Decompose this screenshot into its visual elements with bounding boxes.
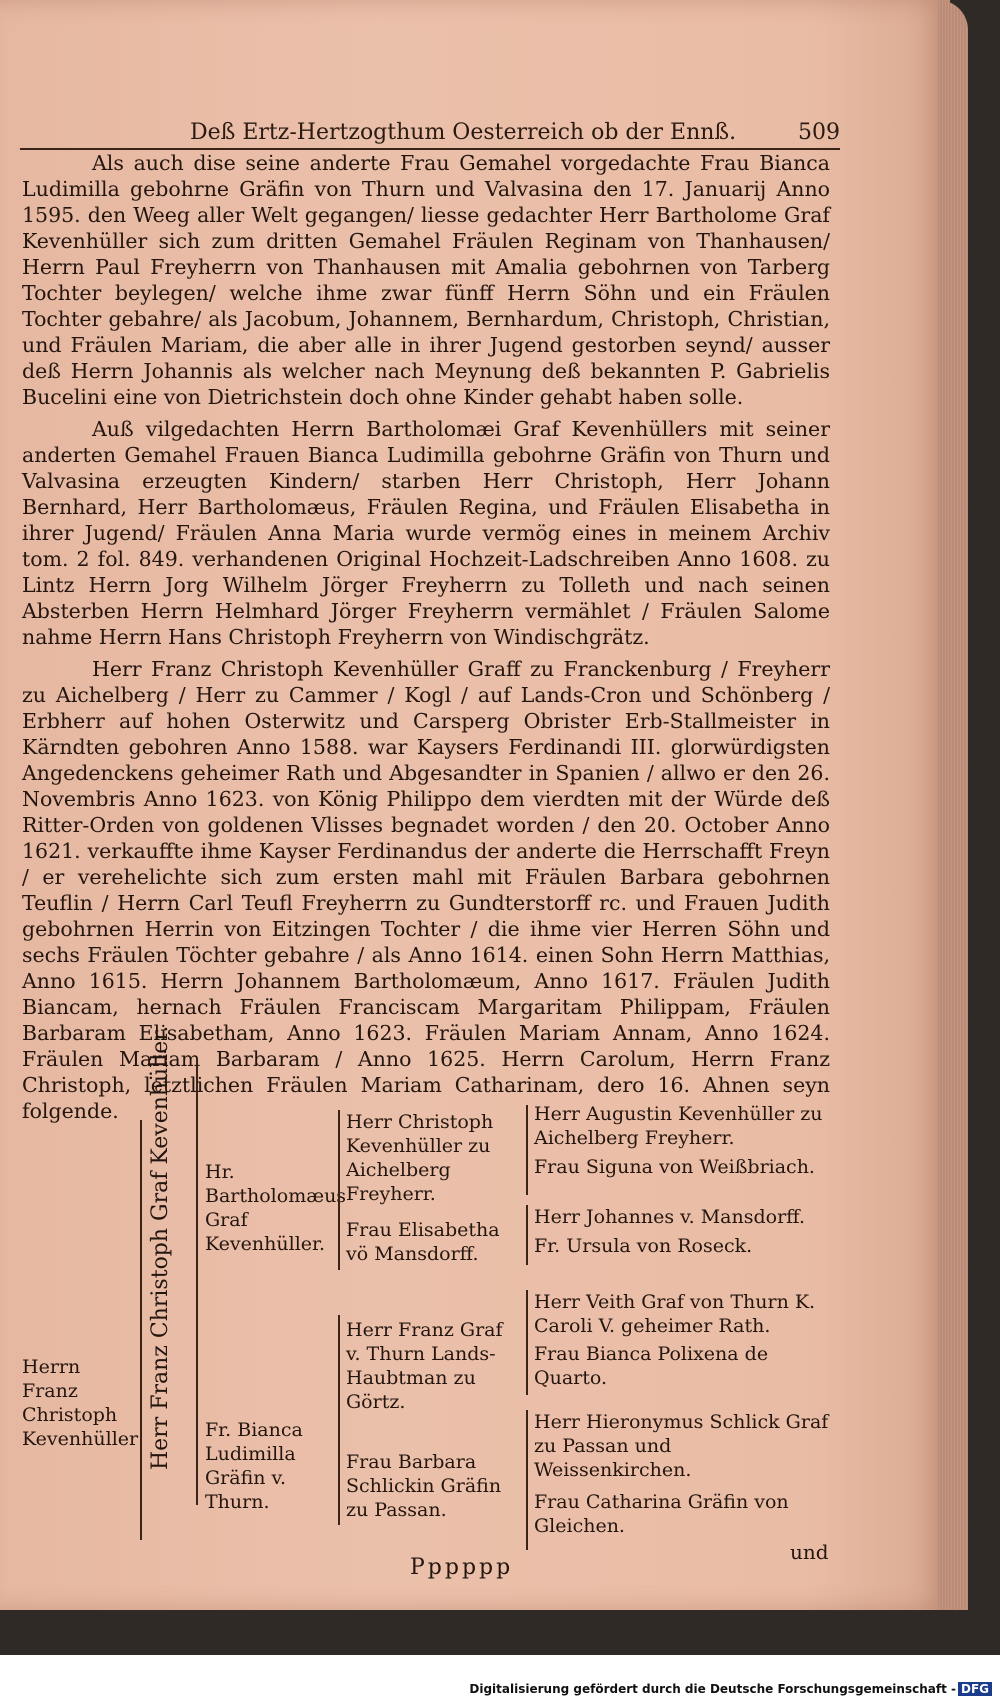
dfg-logo: DFG bbox=[958, 1682, 992, 1696]
gen-ggg-2: Frau Siguna von Weißbriach. bbox=[534, 1156, 815, 1178]
paragraph-1: Als auch dise seine anderte Frau Gemahel vorgedachte Frau Bianca Ludimilla gebohrne Gräfin von Thurn und Valvasina den 17. Januarij Anno 1595. den Weeg aller Welt gegangen/ liesse gedachter Herr Bartholome Graf Kevenhüller sich zum dritten Gemahel Fräulen Reginam von Thanhausen/ Herrn Paul Freyherrn von Thanhausen mit Amalia gebohrnen von Tarberg Tochter beylegen/ welche ihme zwar fünff Herrn Söhn und ein Fräulen Tochter gebahre/ als Jacobum, Johannem, Bernhardum, Christoph, Christian, und Fräulen Mariam, die aber alle in ihrer Jugend gestorben seynd/ ausser deß Herrn Johannis als welcher nach Meynung deß bekannten P. Gabrielis Bucelini eine von Dietrichstein doch ohne Kinder gehabt haben solle. bbox=[22, 151, 830, 409]
gen-ggg-1: Herr Augustin Kevenhüller zu Aichelberg Freyherr. bbox=[534, 1103, 823, 1149]
page-edge bbox=[938, 0, 968, 1610]
bracket-grandfather bbox=[338, 1110, 340, 1270]
gen-gg-3: Herr Franz Graf v. Thurn Lands-Haubtman zu Görtz. bbox=[346, 1319, 503, 1413]
gen-ggg-6: Frau Bianca Polixena de Quarto. bbox=[534, 1343, 769, 1389]
page-number: 509 bbox=[798, 120, 840, 145]
paragraph-3: Herr Franz Christoph Kevenhüller Graff zu Franckenburg / Freyherr zu Aichelberg / Herr zu Cammer / Kogl / auf Lands-Cron und Schönberg / Erbherr auf hohen Osterwitz und Carsperg Obrister Erb-Stallmeister in Kärndten gebohren Anno 1588. war Kaysers Ferdinandi III. glorwürdigsten Angedenckens geheimer Rath und Abgesandter in Spanien / allwo er den 26. Novembris Anno 1623. von König Philippo dem vierdten mit der Würde deß Ritter-Orden von goldenen Vlisses begnadet worden / den 20. October Anno 1621. verkauffte ihme Kayser Ferdinandus der anderte die Herrschafft Freyn / er verehelichte sich zum ersten mahl mit Fräulen Barbara gebohrnen Teuflin / Herrn Carl Teufl Freyherrn zu Gundterstorff rc. und Frauen Judith gebohrnen Herrin von Eitzingen Tochter / die ihme vier Herren Söhn und sechs Fräulen Töchter gebahre / als Anno 1614. einen Sohn Herrn Matthias, Anno 1615. Herrn Johannem Bartholomæum, Anno 1617. Fräulen Judith Biancam, hernach Fräulen Franciscam Margaritam Philippam, Fräulen Barbaram Elisabetham, Anno 1623. Fräulen Mariam Annam, Anno 1624. Fräulen Mariam Barbaram / Anno 1625. Herrn Carolum, Herrn Franz Christoph, letztlichen Fräulen Mariam Catharinam, dero 16. Ahnen seyn folgende. bbox=[22, 657, 830, 1123]
bracket-gg-1 bbox=[526, 1105, 528, 1195]
gen-root: Herrn Franz Christoph Kevenhüller bbox=[22, 1356, 139, 1450]
catchword: und bbox=[790, 1540, 829, 1564]
gen-gg-2: Frau Elisabetha vö Mansdorff. bbox=[346, 1219, 500, 1265]
bracket-grandmother bbox=[338, 1315, 340, 1525]
running-header bbox=[20, 120, 840, 150]
gen-gg-1: Herr Christoph Kevenhüller zu Aichelberg Freyherr. bbox=[346, 1111, 494, 1205]
gen-ggg-5: Herr Veith Graf von Thurn K. Caroli V. geheimer Rath. bbox=[534, 1291, 816, 1337]
gen-ggg-8: Frau Catharina Gräfin von Gleichen. bbox=[534, 1491, 789, 1537]
gen-grandmother: Fr. Bianca Ludimilla Gräfin v. Thurn. bbox=[205, 1419, 303, 1513]
bracket-gg-4 bbox=[526, 1410, 528, 1550]
footer-text: Digitalisierung gefördert durch die Deutsche Forschungsgemeinschaft - bbox=[469, 1682, 956, 1696]
footer-note bbox=[469, 1682, 992, 1696]
bracket-father bbox=[196, 1065, 198, 1505]
gen-gg-4: Frau Barbara Schlickin Gräfin zu Passan. bbox=[346, 1451, 502, 1521]
body-text bbox=[22, 150, 830, 1130]
gen-father: Herr Franz Christoph Graf Kevenhüller. bbox=[148, 1025, 173, 1470]
gen-grandfather: Hr. Bartholomæus Graf Kevenhüller. bbox=[205, 1161, 347, 1255]
bracket-gg-3 bbox=[526, 1290, 528, 1395]
bracket-root bbox=[140, 1120, 142, 1540]
paragraph-2: Auß vilgedachten Herrn Bartholomæi Graf Kevenhüllers mit seiner anderten Gemahel Frauen Bianca Ludimilla gebohrne Gräfin von Thurn und Valvasina erzeugten Kindern/ starben Herr Christoph, Herr Johann Bernhard, Herr Bartholomæus, Fräulen Regina, und Fräulen Elisabetha in ihrer Jugend/ Fräulen Anna Maria wurde vermög eines in meinem Archiv tom. 2 fol. 849. verhandenen Original Hochzeit-Ladschreiben Anno 1608. zu Lintz Herrn Jorg Wilhelm Jörger Freyherrn zu Tolleth und nach seinen Absterben Herrn Helmhard Jörger Freyherrn vermählet / Fräulen Salome nahme Herrn Hans Christoph Freyherrn von Windischgrätz. bbox=[22, 417, 830, 649]
bracket-gg-2 bbox=[526, 1205, 528, 1265]
header-title: Deß Ertz-Hertzogthum Oesterreich ob der Ennß. bbox=[190, 120, 737, 145]
gen-ggg-4: Fr. Ursula von Roseck. bbox=[534, 1235, 753, 1257]
signature-mark: Pppppp bbox=[410, 1555, 514, 1580]
gen-ggg-3: Herr Johannes v. Mansdorff. bbox=[534, 1206, 806, 1228]
gen-ggg-7: Herr Hieronymus Schlick Graf zu Passan und Weissenkirchen. bbox=[534, 1411, 829, 1481]
